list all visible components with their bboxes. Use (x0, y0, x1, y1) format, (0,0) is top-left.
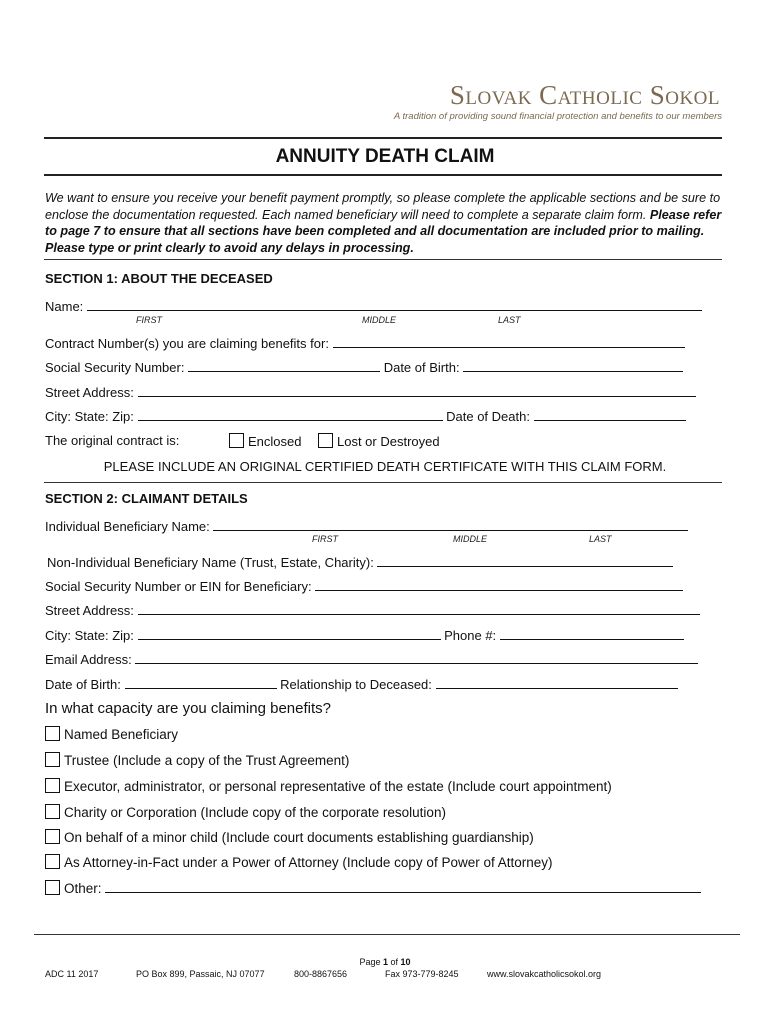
executor-checkbox[interactable] (45, 778, 60, 793)
organization-logo: Slovak Catholic Sokol (449, 80, 720, 110)
contract-number-row (45, 336, 685, 351)
deceased-street-row (45, 385, 696, 400)
beneficiary-first-caption: FIRST (312, 534, 338, 544)
relationship-label: Relationship to Deceased: (280, 677, 432, 692)
page-of: of (390, 957, 399, 967)
option-executor (45, 778, 612, 794)
option-attorney-in-fact (45, 854, 553, 870)
beneficiary-ssn-field[interactable] (315, 579, 683, 591)
footer-phone: 800-8867656 (294, 969, 348, 979)
individual-beneficiary-label: Individual Beneficiary Name: (45, 519, 210, 534)
beneficiary-last-caption: LAST (589, 534, 612, 544)
deceased-name-label: Name: (45, 299, 84, 314)
footer-fax: Fax 973-779-8245 (385, 969, 459, 979)
beneficiary-middle-caption: MIDDLE (453, 534, 488, 544)
deceased-ssn-label: Social Security Number: (45, 360, 185, 375)
contract-status-row (45, 433, 179, 448)
named-beneficiary-checkbox[interactable] (45, 726, 60, 741)
option-other (45, 880, 701, 896)
option-trustee (45, 752, 349, 768)
option-named-beneficiary (45, 726, 178, 742)
section2-title: SECTION 2: CLAIMANT DETAILS (45, 491, 248, 506)
attorney-in-fact-checkbox[interactable] (45, 854, 60, 869)
footer-address: PO Box 899, Passaic, NJ 07077 (136, 969, 265, 979)
option-label: Executor, administrator, or personal representative of the estate (Include court appointment) (64, 779, 612, 794)
beneficiary-city-row (45, 628, 684, 643)
lost-checkbox[interactable] (318, 433, 333, 448)
page-total: 10 (400, 957, 411, 967)
option-minor-child (45, 829, 534, 845)
minor-child-checkbox[interactable] (45, 829, 60, 844)
beneficiary-city-label: City: State: Zip: (45, 628, 134, 643)
beneficiary-ssn-label: Social Security Number or EIN for Beneficiary: (45, 579, 312, 594)
deceased-ssn-field[interactable] (188, 360, 380, 372)
form-code: ADC 11 2017 (45, 969, 99, 979)
deceased-city-row (45, 409, 686, 424)
deceased-last-caption: LAST (498, 315, 521, 325)
lost-label: Lost or Destroyed (337, 434, 440, 449)
option-charity (45, 804, 446, 820)
contract-number-field[interactable] (333, 336, 685, 348)
option-label: Charity or Corporation (Include copy of the corporate resolution) (64, 805, 446, 820)
beneficiary-street-label: Street Address: (45, 603, 134, 618)
deceased-name-row (45, 299, 702, 314)
intro-paragraph (45, 190, 729, 256)
nonindividual-beneficiary-label: Non-Individual Beneficiary Name (Trust, Estate, Charity): (47, 555, 374, 570)
beneficiary-city-field[interactable] (138, 628, 441, 640)
deceased-dob-label: Date of Birth: (383, 360, 460, 375)
option-label: As Attorney-in-Fact under a Power of Attorney (Include copy of Power of Attorney) (64, 855, 553, 870)
beneficiary-dob-label: Date of Birth: (45, 677, 121, 692)
other-field[interactable] (105, 881, 701, 893)
beneficiary-dob-field[interactable] (125, 677, 277, 689)
deceased-name-field[interactable] (87, 299, 702, 311)
option-label: Named Beneficiary (64, 727, 179, 742)
beneficiary-email-label: Email Address: (45, 652, 132, 667)
capacity-question: In what capacity are you claiming benefits? (45, 700, 331, 717)
option-label: On behalf of a minor child (Include court documents establishing guardianship) (64, 830, 534, 845)
footer-divider (34, 934, 740, 935)
beneficiary-street-field[interactable] (138, 603, 700, 615)
footer-website[interactable]: www.slovakcatholicsokol.org (487, 969, 602, 979)
trustee-checkbox[interactable] (45, 752, 60, 767)
deceased-middle-caption: MIDDLE (362, 315, 397, 325)
individual-beneficiary-field[interactable] (213, 519, 688, 531)
page-number (0, 957, 770, 967)
beneficiary-email-field[interactable] (135, 652, 698, 664)
nonindividual-beneficiary-field[interactable] (377, 555, 673, 567)
deceased-dod-label: Date of Death: (446, 409, 530, 424)
deceased-city-field[interactable] (138, 409, 443, 421)
tagline: A tradition of providing sound financial protection and benefits to our members (393, 111, 722, 122)
other-checkbox[interactable] (45, 880, 60, 895)
enclosed-option (229, 433, 301, 449)
beneficiary-ssn-row (45, 579, 683, 594)
deceased-ssn-row (45, 360, 683, 375)
death-certificate-note: PLEASE INCLUDE AN ORIGINAL CERTIFIED DEATH CERTIFICATE WITH THIS CLAIM FORM. (103, 459, 667, 474)
intro-text: We want to ensure you receive your benefit payment promptly, so please complete the applicable sections and be sure to enclose the documentation requested. Each named beneficiary will need to complete a separate claim form. (45, 191, 721, 222)
beneficiary-phone-label: Phone #: (444, 628, 497, 643)
page-current: 1 (382, 957, 388, 967)
title-divider (44, 174, 722, 176)
deceased-street-label: Street Address: (45, 385, 134, 400)
charity-checkbox[interactable] (45, 804, 60, 819)
lost-option (318, 433, 440, 449)
beneficiary-street-row (45, 603, 700, 618)
deceased-dod-field[interactable] (534, 409, 686, 421)
relationship-field[interactable] (436, 677, 678, 689)
beneficiary-phone-field[interactable] (500, 628, 684, 640)
page-title: ANNUITY DEATH CLAIM (275, 146, 495, 167)
section1-title: SECTION 1: ABOUT THE DECEASED (45, 271, 273, 286)
deceased-city-label: City: State: Zip: (45, 409, 134, 424)
enclosed-checkbox[interactable] (229, 433, 244, 448)
intro-bold-text: Please refer to page 7 to ensure that all sections have been completed and all documentation are included prior to mailing. Please type or print clearly to avoid any delays in processing. (45, 207, 722, 255)
page-prefix: Page (359, 957, 381, 967)
intro-divider (44, 259, 722, 260)
deceased-street-field[interactable] (138, 385, 696, 397)
beneficiary-dob-row (45, 677, 678, 692)
section1-divider (44, 482, 722, 483)
deceased-first-caption: FIRST (136, 315, 162, 325)
contract-number-label: Contract Number(s) you are claiming benefits for: (45, 336, 329, 351)
individual-beneficiary-row (45, 519, 688, 534)
enclosed-label: Enclosed (248, 434, 302, 449)
header-divider (44, 137, 722, 139)
option-label: Other: (64, 881, 102, 896)
beneficiary-email-row (45, 652, 698, 667)
option-label: Trustee (Include a copy of the Trust Agreement) (64, 753, 350, 768)
deceased-dob-field[interactable] (463, 360, 683, 372)
contract-status-label: The original contract is: (45, 433, 180, 448)
nonindividual-beneficiary-row (47, 555, 673, 570)
